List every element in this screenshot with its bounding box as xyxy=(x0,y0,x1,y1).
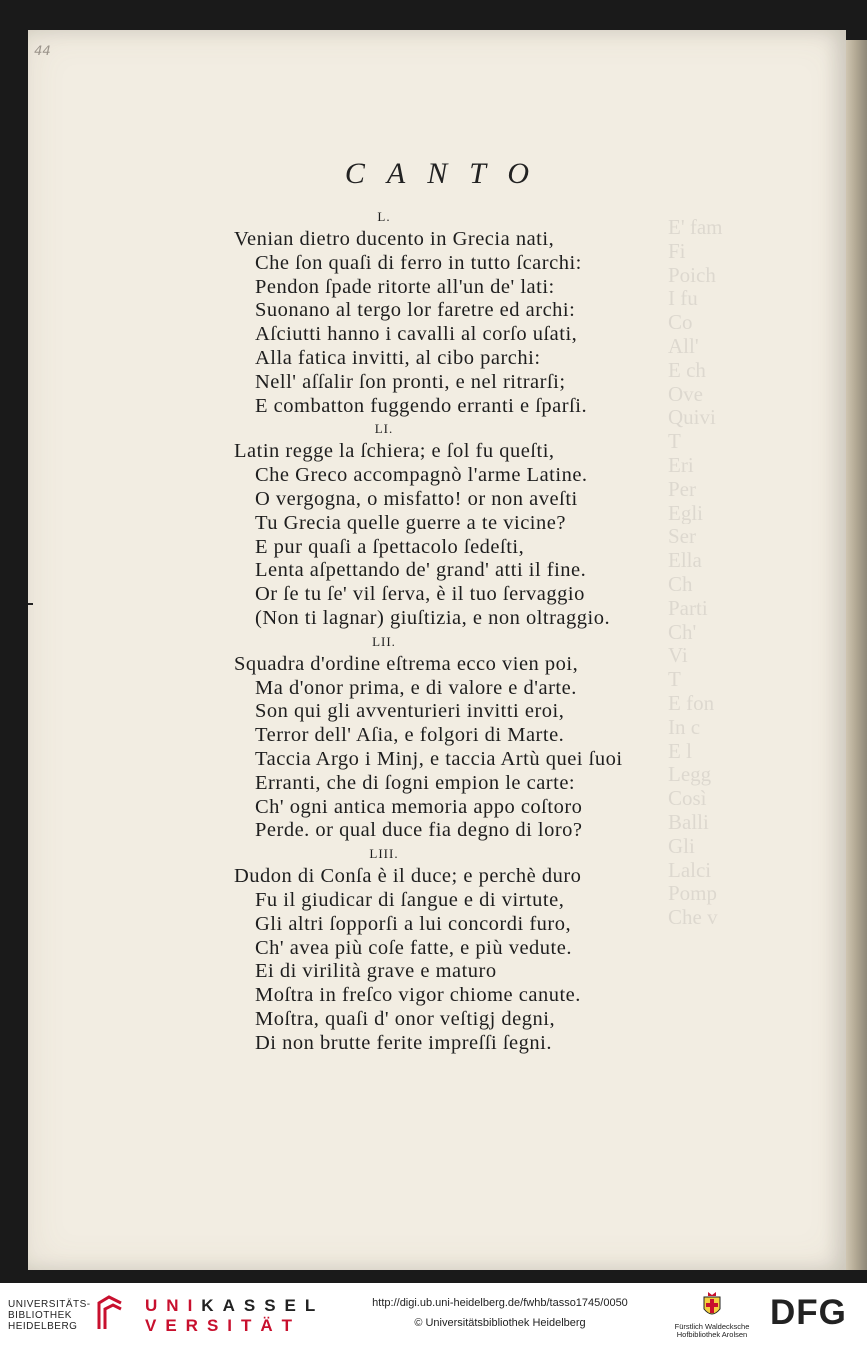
verse-line: Or ſe tu ſe' vil ſerva, è il tuo ſervaggio xyxy=(255,583,585,606)
show-through-line: E l xyxy=(668,738,692,763)
verse-line: Ch' ogni antica memoria appo coſtoro xyxy=(255,795,583,818)
heidelberg-logo-line: UNIVERSITÄTS- xyxy=(8,1299,91,1310)
show-through-line: Così xyxy=(668,786,707,810)
verse-line: Ei di virilità grave e maturo xyxy=(255,960,497,983)
show-through-line: Lalci xyxy=(668,857,712,882)
verse-line: Erranti, che di ſogni empion le carte: xyxy=(255,771,576,794)
show-through-line: Egli xyxy=(668,500,703,525)
show-through-line: All' xyxy=(668,333,699,358)
poem-text xyxy=(234,206,754,1056)
kassel-logo-top xyxy=(145,1296,324,1316)
show-through-line: Ser xyxy=(668,524,696,549)
verse-line: Moſtra, quaſi d' onor veſtigj degni, xyxy=(255,1007,556,1030)
page-edge xyxy=(846,40,867,1270)
verse-line: Latin regge la ſchiera; e ſol fu queſti, xyxy=(234,440,555,463)
kassel-logo-bottom: VERSITÄT xyxy=(145,1316,302,1335)
kassel-letter: A xyxy=(222,1296,244,1315)
verse-line: Perde. or qual duce fia degno di loro? xyxy=(255,819,583,842)
show-through-line: Eri xyxy=(668,452,694,477)
verse-line: (Non ti lagnar) giuſtizia, e non oltraggio. xyxy=(255,606,611,629)
heidelberg-logo xyxy=(8,1299,91,1332)
kassel-letter: S xyxy=(264,1296,285,1315)
verse-line: E combatton fuggendo erranti e ſparſi. xyxy=(255,394,588,417)
verse-line: Ch' avea più coſe fatte, e più vedute. xyxy=(255,936,572,959)
kassel-letter: E xyxy=(284,1296,305,1315)
verse-line: Tu Grecia quelle guerre a te vicine? xyxy=(255,511,566,534)
stanza-number: L. xyxy=(377,209,391,224)
show-through-line: Balli xyxy=(668,809,709,834)
arolsen-line: Fürstlich Waldecksche xyxy=(674,1322,750,1331)
show-through-line: Poich xyxy=(668,262,716,287)
verse-line: Suonano al tergo lor faretre ed archi: xyxy=(255,299,576,322)
verse-line: Aſciutti hanno i cavalli al corſo uſati, xyxy=(255,323,578,346)
kassel-letter: I xyxy=(187,1296,202,1315)
verse-line: Che ſon quaſi di ferro in tutto ſcarchi: xyxy=(255,251,582,274)
show-through-line: Che v xyxy=(668,905,718,929)
show-through-line: Ove xyxy=(668,381,703,406)
verse-line: Son qui gli avventurieri invitti eroi, xyxy=(255,700,565,723)
kassel-letter: N xyxy=(166,1296,188,1315)
show-through-line: Legg xyxy=(668,762,712,787)
heidelberg-logo-line: BIBLIOTHEK xyxy=(8,1310,72,1321)
pencil-page-number: 44 xyxy=(32,44,53,59)
show-through-line: Per xyxy=(668,476,696,501)
dfg-logo: DFG xyxy=(770,1293,847,1332)
show-through-line: E' fam xyxy=(668,215,723,239)
verse-line: Lenta aſpettando de' grand' atti il fine. xyxy=(255,559,587,582)
show-through-line: Ella xyxy=(668,548,702,572)
stanza-number: LIII. xyxy=(369,846,399,862)
book-page xyxy=(28,30,846,1270)
verse-line: Taccia Argo i Minj, e taccia Artù quei ſuoi xyxy=(255,747,623,770)
verse-line: E pur quaſi a ſpettacolo ſedeſti, xyxy=(255,535,525,558)
heidelberg-logo-line: HEIDELBERG xyxy=(8,1321,78,1332)
verse-line: Gli altri ſopporſi a lui concordi furo, xyxy=(255,912,572,935)
footer-bar xyxy=(0,1283,867,1347)
verse-line: Terror dell' Aſia, e folgori di Marte. xyxy=(255,724,565,747)
show-through-line: In c xyxy=(668,714,701,739)
show-through-line: Fi xyxy=(668,238,686,263)
permalink-url[interactable]: http://digi.ub.uni-heidelberg.de/fwhb/tasso1745/0050 xyxy=(372,1297,628,1309)
kassel-letter: S xyxy=(243,1296,265,1315)
verse-line: Pendon ſpade ritorte all'un de' lati: xyxy=(255,275,555,298)
stanza-number: LII. xyxy=(372,633,396,649)
show-through-line: T xyxy=(668,429,681,453)
heidelberg-mark-icon xyxy=(95,1295,125,1333)
verse-line: Venian dietro ducento in Grecia nati, xyxy=(234,228,555,250)
arolsen-crest-icon xyxy=(700,1291,724,1321)
show-through-line: E ch xyxy=(668,357,706,382)
show-through-line: Ch xyxy=(668,571,693,596)
copyright-text: © Universitätsbibliothek Heidelberg xyxy=(414,1317,586,1329)
verse-line: Squadra d'ordine eſtrema ecco vien poi, xyxy=(234,652,579,675)
show-through-line: Pomp xyxy=(668,881,718,906)
verse-line: Di non brutte ferite impreſſi ſegni. xyxy=(255,1031,552,1054)
show-through-line: Co xyxy=(668,310,693,334)
verse-line: Che Greco accompagnò l'arme Latine. xyxy=(255,464,588,487)
show-through-line: Ch' xyxy=(668,619,697,644)
canto-heading: CANTO xyxy=(344,157,552,190)
kassel-letter: U xyxy=(145,1296,167,1315)
verse-line: Alla fatica invitti, al cibo parchi: xyxy=(255,346,541,369)
arolsen-line: Hofbibliothek Arolsen xyxy=(676,1330,748,1339)
stanza-number: LI. xyxy=(374,421,394,437)
verse-line: O vergogna, o misfatto! or non aveſti xyxy=(255,487,578,510)
verse-line: Moſtra in freſco vigor chiome canute. xyxy=(255,984,581,1007)
verse-line: Nell' aſſalir ſon pronti, e nel ritrarſi; xyxy=(255,370,566,393)
show-through-line: Vi xyxy=(668,643,688,668)
kassel-logo xyxy=(145,1296,324,1336)
show-through-line: Parti xyxy=(668,595,708,620)
show-through-line: E fon xyxy=(668,690,715,715)
verse-line: Dudon di Conſa è il duce; e perchè duro xyxy=(234,865,582,888)
show-through-line: Gli xyxy=(668,833,695,858)
verse-line: Ma d'onor prima, e di valore e d'arte. xyxy=(255,676,577,699)
margin-mark xyxy=(28,603,33,605)
show-through-line: T xyxy=(668,667,681,691)
show-through-line: Quivi xyxy=(668,405,716,430)
arolsen-logo xyxy=(664,1323,760,1339)
show-through-line: I fu xyxy=(668,286,698,311)
kassel-letter: K xyxy=(201,1296,223,1315)
verse-line: Fu il giudicar di ſangue e di virtute, xyxy=(255,888,565,911)
kassel-letter: L xyxy=(304,1296,325,1315)
